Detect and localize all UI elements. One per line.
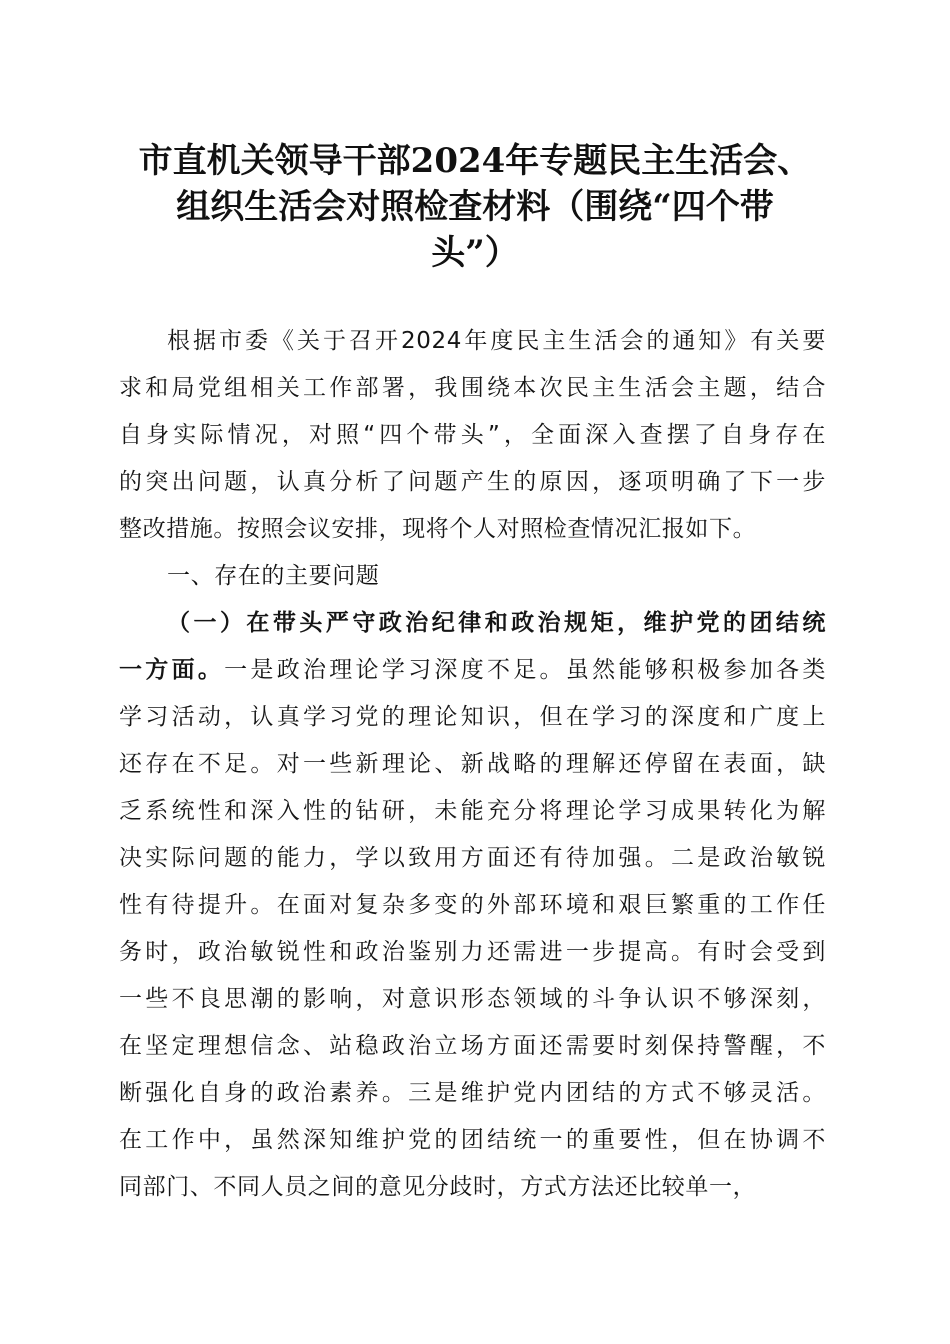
document-body (119, 318, 826, 1211)
paragraph-line: 同部门、不同人员之间的意见分歧时，方式方法还比较单一， (119, 1174, 757, 1200)
paragraph-line: 学习活动，认真学习党的理论知识，但在学习的深度和广度上 (119, 704, 826, 730)
paragraph-line: 在坚定理想信念、站稳政治立场方面还需要时刻保持警醒，不 (119, 1033, 826, 1059)
section-heading: 一、存在的主要问题 (167, 563, 380, 589)
paragraph-line: 乏系统性和深入性的钻研，未能充分将理论学习成果转化为解 (119, 798, 826, 824)
paragraph-line: 务时，政治敏锐性和政治鉴别力还需进一步提高。有时会受到 (119, 939, 826, 965)
intro-line: 求和局党组相关工作部署，我围绕本次民主生活会主题，结合 (119, 375, 826, 401)
paragraph-line: 还存在不足。对一些新理论、新战略的理解还停留在表面，缺 (119, 751, 826, 777)
document-title (110, 138, 840, 276)
intro-line: 的突出问题，认真分析了问题产生的原因，逐项明确了下一步 (119, 469, 826, 495)
paragraph-line: 决实际问题的能力，学以致用方面还有待加强。二是政治敏锐 (119, 845, 826, 871)
intro-line: 整改措施。按照会议安排，现将个人对照检查情况汇报如下。 (119, 516, 757, 542)
title-line-3: 头”） (431, 233, 519, 273)
paragraph-line: 在工作中，虽然深知维护党的团结统一的重要性，但在协调不 (119, 1127, 826, 1153)
title-line-2: 组织生活会对照检查材料（围绕“四个带 (176, 187, 774, 227)
subsection-heading-end: 一方面。 (119, 657, 225, 683)
title-line-1: 市直机关领导干部2024年专题民主生活会、 (138, 141, 812, 181)
paragraph-line: 性有待提升。在面对复杂多变的外部环境和艰巨繁重的工作任 (119, 892, 826, 918)
intro-line: 根据市委《关于召开2024年度民主生活会的通知》有关要 (167, 328, 826, 354)
paragraph-line (119, 647, 826, 694)
paragraph-line: 一些不良思潮的影响，对意识形态领域的斗争认识不够深刻， (119, 986, 826, 1012)
intro-line: 自身实际情况，对照“四个带头”，全面深入查摆了自身存在 (119, 422, 826, 448)
subsection-heading: （一）在带头严守政治纪律和政治规矩，维护党的团结统 (167, 610, 826, 636)
paragraph-text: 一是政治理论学习深度不足。虽然能够积极参加各类 (224, 657, 826, 683)
paragraph-line: 断强化自身的政治素养。三是维护党内团结的方式不够灵活。 (119, 1080, 826, 1106)
